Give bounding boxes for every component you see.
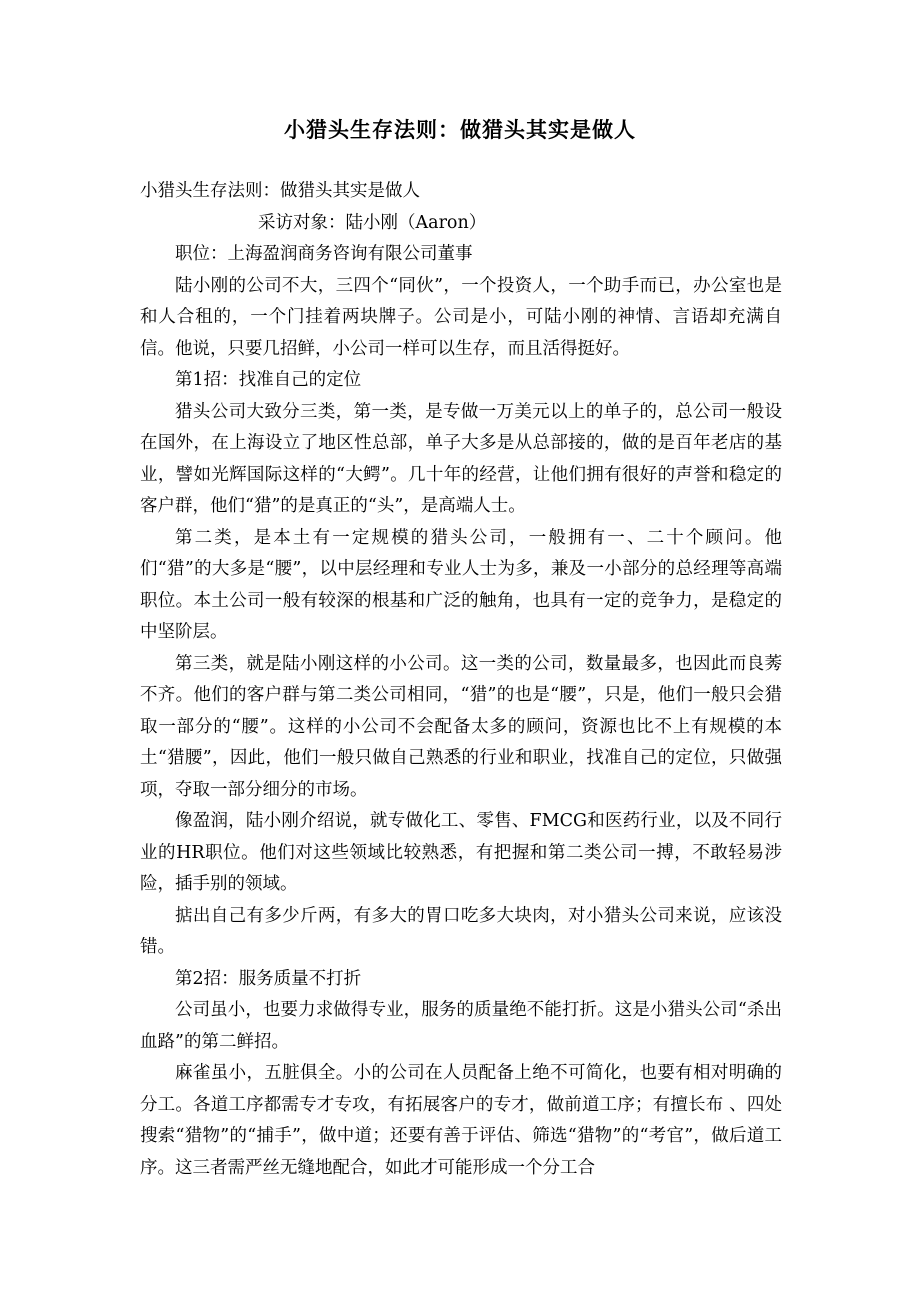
paragraph: 麻雀虽小，五脏俱全。小的公司在人员配备上绝不可简化，也要有相对明确的分工。各道工序都需专才专攻，有拓展客户的专才，做前道工序；有擅长布 、四处搜索“猎物”的“捕手”，做中道；还要有善于评估、筛选“猎物”的“考官”，做后道工序。这三者需严丝无缝地配合，如此才可能形成一个分工合 xyxy=(140,1063,782,1178)
document-title: 小猎头生存法则：做猎头其实是做人 xyxy=(284,117,636,142)
paragraph: 第三类，就是陆小刚这样的小公司。这一类的公司，数量最多，也因此而良莠不齐。他们的客户群与第二类公司相同，“猎”的也是“腰”，只是，他们一般只会猎取一部分的“腰”。这样的小公司不会配备太多的顾问，资源也比不上有规模的本土“猎腰”，因此，他们一般只做自己熟悉的行业和职业，找准自己的定位，只做强项，夺取一部分细分的市场。 xyxy=(140,653,782,800)
paragraph: 公司虽小，也要力求做得专业，服务的质量绝不能打折。这是小猎头公司“杀出血路”的第二鲜招。 xyxy=(140,1000,782,1052)
paragraph: 第二类，是本土有一定规模的猎头公司，一般拥有一、二十个顾问。他们“猎”的大多是“腰”，以中层经理和专业人士为多，兼及一小部分的总经理等高端职位。本土公司一般有较深的根基和广泛的触角，也具有一定的竞争力，是稳定的中坚阶层。 xyxy=(140,527,782,642)
document-body xyxy=(140,176,782,1184)
paragraph: 像盈润，陆小刚介绍说，就专做化工、零售、FMCG和医药行业，以及不同行业的HR职位。他们对这些领域比较熟悉，有把握和第二类公司一搏，不敢轻易涉险，插手别的领域。 xyxy=(140,811,782,894)
subtitle-line: 小猎头生存法则：做猎头其实是做人 xyxy=(140,181,420,201)
paragraph: 掂出自己有多少斤两，有多大的胃口吃多大块肉，对小猎头公司来说，应该没错。 xyxy=(140,905,782,957)
position-line: 职位：上海盈润商务咨询有限公司董事 xyxy=(175,244,473,264)
paragraph: 陆小刚的公司不大，三四个“同伙”，一个投资人，一个助手而已，办公室也是和人合租的，一个门挂着两块牌子。公司是小，可陆小刚的神情、言语却充满自信。他说，只要几招鲜，小公司一样可以生存，而且活得挺好。 xyxy=(140,275,782,359)
interviewee-line: 采访对象：陆小刚（Aaron） xyxy=(258,212,487,233)
paragraph: 猎头公司大致分三类，第一类，是专做一万美元以上的单子的，总公司一般设在国外，在上海设立了地区性总部，单子大多是从总部接的，做的是百年老店的基业，譬如光辉国际这样的“大鳄”。几十年的经营，让他们拥有很好的声誉和稳定的客户群，他们“猎”的是真正的“头”，是高端人士。 xyxy=(140,401,782,516)
section-heading: 第2招：服务质量不打折 xyxy=(175,968,362,989)
section-heading: 第1招：找准自己的定位 xyxy=(175,370,362,390)
